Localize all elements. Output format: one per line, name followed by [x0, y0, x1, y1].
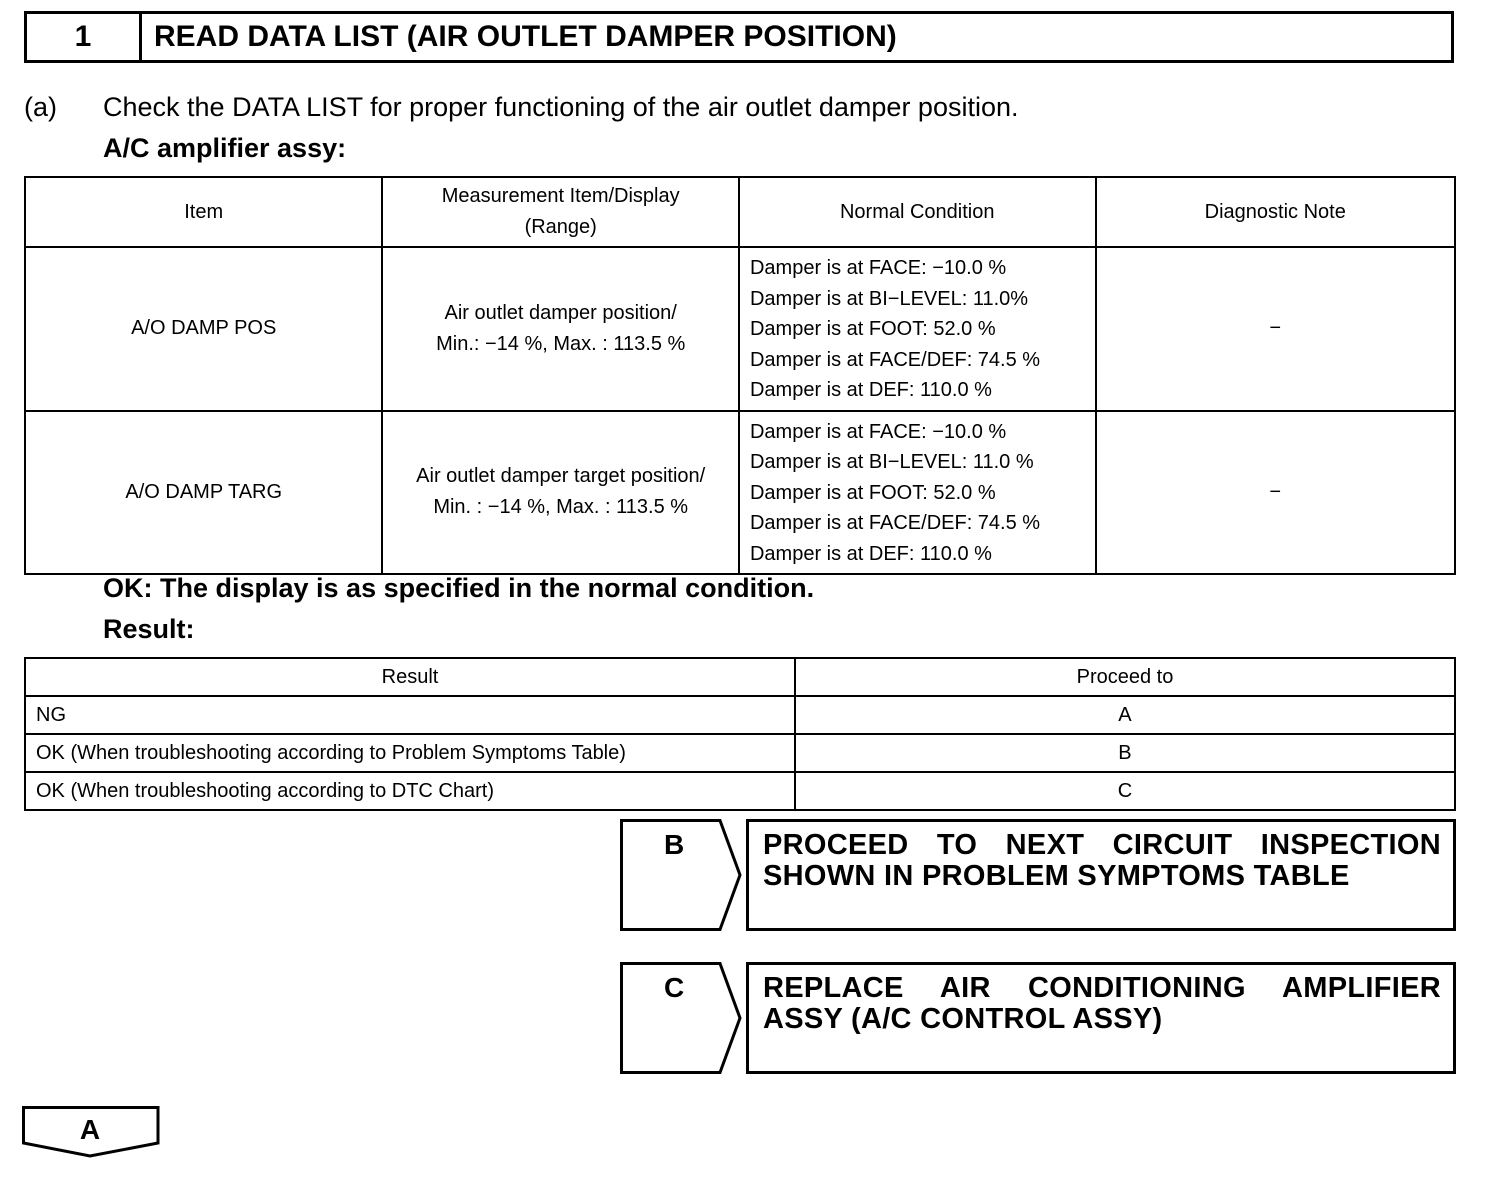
table-row — [25, 247, 1455, 411]
row-item: A/O DAMP POS — [25, 247, 382, 411]
proceed-cell: A — [795, 696, 1455, 734]
normal-condition-line: Damper is at BI−LEVEL: 11.0% — [749, 287, 1029, 310]
result-table — [24, 657, 1456, 811]
row-diagnostic-note: − — [1096, 247, 1456, 411]
table-row — [25, 696, 1455, 734]
result-cell: OK (When troubleshooting according to DTC Chart) — [25, 772, 795, 810]
proceed-letter: C — [664, 972, 685, 1003]
table-row — [25, 772, 1455, 810]
normal-condition-line: Damper is at DEF: 110.0 % — [749, 379, 992, 401]
proceed-action: PROCEED TO NEXT CIRCUIT INSPECTION SHOWN IN PROBLEM SYMPTOMS TABLE — [746, 819, 1456, 931]
table-row — [25, 411, 1455, 575]
normal-condition-line: Damper is at FACE: −10.0 % — [749, 420, 1007, 443]
data-table-header-row — [25, 177, 1455, 247]
row-measurement-line2: Min.: −14 %, Max. : 113.5 % — [436, 332, 686, 355]
row-measurement-line1: Air outlet damper target position/ — [416, 465, 706, 488]
next-step-letter: A — [79, 1114, 101, 1145]
result-table-header-row — [25, 658, 1455, 696]
header-diagnostic-note: Diagnostic Note — [1096, 177, 1456, 247]
result-cell: OK (When troubleshooting according to Problem Symptoms Table) — [25, 734, 795, 772]
step-header — [24, 11, 1454, 63]
header-proceed-to: Proceed to — [795, 658, 1455, 696]
table-row — [25, 734, 1455, 772]
data-list-table — [24, 176, 1456, 575]
step-title: READ DATA LIST (AIR OUTLET DAMPER POSITION) — [154, 20, 897, 53]
header-measurement-line1: Measurement Item/Display — [441, 185, 680, 207]
normal-condition-line: Damper is at FACE/DEF: 74.5 % — [749, 348, 1041, 371]
header-result: Result — [25, 658, 795, 696]
normal-condition-line: Damper is at BI−LEVEL: 11.0 % — [749, 451, 1034, 473]
ok-statement: OK: The display is as specified in the normal condition. — [103, 573, 815, 603]
normal-condition-line: Damper is at FACE: −10.0 % — [749, 257, 1007, 279]
result-heading: Result: — [103, 614, 195, 644]
proceed-letter: B — [664, 829, 685, 860]
normal-condition-line: Damper is at DEF: 110.0 % — [749, 542, 992, 565]
row-normal-condition — [739, 247, 1096, 411]
row-measurement — [382, 247, 739, 411]
header-measurement — [382, 177, 739, 247]
row-measurement-line2: Min. : −14 %, Max. : 113.5 % — [433, 496, 689, 519]
header-measurement-line2: (Range) — [524, 216, 597, 238]
normal-condition-line: Damper is at FOOT: 52.0 % — [749, 318, 996, 340]
row-item: A/O DAMP TARG — [25, 411, 382, 575]
proceed-box-c — [620, 962, 1456, 1074]
proceed-box-b — [620, 819, 1456, 931]
proceed-cell: C — [795, 772, 1455, 810]
proceed-action: REPLACE AIR CONDITIONING AMPLIFIER ASSY (A/C CONTROL ASSY) — [746, 962, 1456, 1074]
row-measurement — [382, 411, 739, 575]
row-diagnostic-note: − — [1096, 411, 1456, 575]
row-normal-condition — [739, 411, 1096, 575]
header-normal-condition: Normal Condition — [739, 177, 1096, 247]
instruction-text: Check the DATA LIST for proper functioning of the air outlet damper position. — [103, 92, 1019, 122]
normal-condition-line: Damper is at FACE/DEF: 74.5 % — [749, 512, 1041, 534]
step-number: 1 — [27, 14, 142, 60]
header-item: Item — [25, 177, 382, 247]
result-cell: NG — [25, 696, 795, 734]
proceed-cell: B — [795, 734, 1455, 772]
instruction-subheading: A/C amplifier assy: — [103, 133, 347, 163]
instruction-marker: (a) — [24, 92, 57, 122]
row-measurement-line1: Air outlet damper position/ — [444, 301, 677, 324]
next-step-a — [22, 1106, 162, 1158]
normal-condition-line: Damper is at FOOT: 52.0 % — [749, 481, 996, 504]
